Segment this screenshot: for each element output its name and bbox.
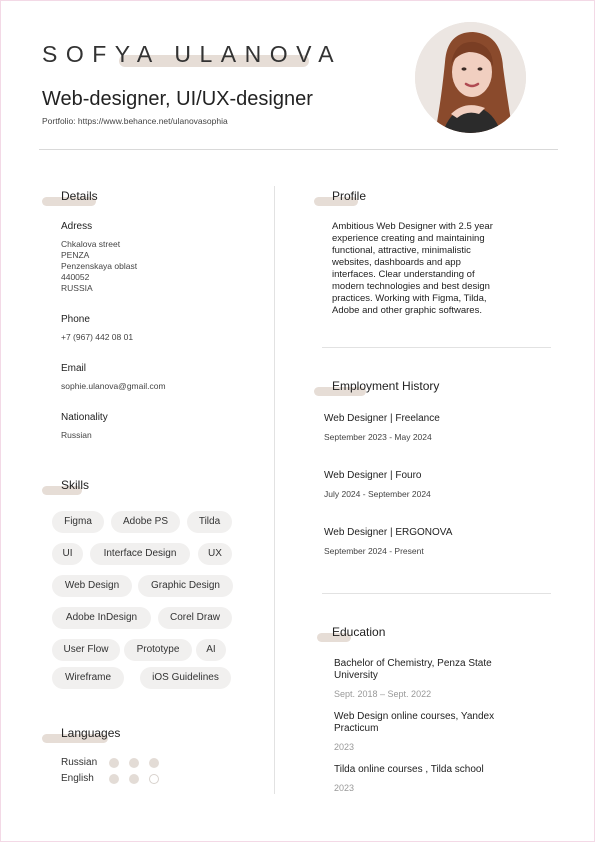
profile-heading: Profile	[332, 189, 367, 203]
education-dates: 2023	[334, 742, 355, 752]
section-divider	[322, 347, 551, 348]
skill-chip: Prototype	[124, 639, 192, 661]
email-value[interactable]: sophie.ulanova@gmail.com	[61, 381, 166, 391]
skill-chip: Adobe InDesign	[52, 607, 151, 629]
level-dot	[129, 758, 139, 768]
skills-heading: Skills	[61, 478, 90, 492]
languages-heading: Languages	[61, 726, 121, 740]
skill-chip: Corel Draw	[158, 607, 232, 629]
level-dot	[129, 774, 139, 784]
nationality-label: Nationality	[61, 412, 108, 423]
portfolio-link[interactable]: Portfolio: https://www.behance.net/ulanovasophia	[42, 116, 228, 126]
address-label: Adress	[61, 221, 93, 232]
education-title	[334, 658, 534, 682]
profile-line: modern technologies and best design	[332, 281, 490, 292]
skill-chip: iOS Guidelines	[140, 667, 231, 689]
level-dot	[149, 758, 159, 768]
employment-heading: Employment History	[332, 379, 440, 393]
skill-chip: Figma	[52, 511, 104, 533]
profile-line: practices. Working with Figma, Tilda,	[332, 293, 487, 304]
phone-value[interactable]: +7 (967) 442 08 01	[61, 332, 134, 342]
full-name: SOFYA ULANOVA	[42, 41, 343, 67]
job-title: Web Designer | ERGONOVA	[324, 527, 453, 538]
portrait-image	[415, 22, 526, 133]
address-line: Chkalova street	[61, 239, 121, 249]
section-divider	[322, 593, 551, 594]
job-role: Web-designer, UI/UX-designer	[42, 88, 313, 110]
email-label: Email	[61, 363, 87, 374]
header-divider	[39, 149, 558, 150]
address-line: PENZA	[61, 250, 90, 260]
job-title: Web Designer | Freelance	[324, 413, 440, 424]
skill-chip: Tilda	[187, 511, 232, 533]
column-divider	[274, 186, 275, 794]
profile-line: Ambitious Web Designer with 2.5 year	[332, 221, 493, 232]
education-dates: Sept. 2018 – Sept. 2022	[334, 689, 432, 699]
education-dates: 2023	[334, 783, 355, 793]
education-heading: Education	[332, 625, 386, 639]
profile-line: Adobe and other graphic softwares.	[332, 305, 482, 316]
address-line: RUSSIA	[61, 283, 93, 293]
level-dot	[109, 758, 119, 768]
address-line: Penzenskaya oblast	[61, 261, 138, 271]
job-dates: July 2024 - September 2024	[324, 489, 431, 499]
profile-line: experience creating and maintaining	[332, 233, 485, 244]
skill-chip: UI	[52, 543, 83, 565]
education-title	[334, 764, 534, 776]
skill-chip: Wireframe	[52, 667, 124, 689]
skill-chip: Graphic Design	[138, 575, 233, 597]
profile-summary	[332, 221, 532, 317]
skill-chip: Interface Design	[90, 543, 190, 565]
profile-photo	[415, 22, 526, 133]
skill-chip: Web Design	[52, 575, 132, 597]
level-dot	[109, 774, 119, 784]
level-dot	[149, 774, 159, 784]
address-line: 440052	[61, 272, 90, 282]
job-dates: September 2024 - Present	[324, 546, 424, 556]
language-name: English	[61, 773, 94, 784]
education-title-line: University	[334, 670, 378, 681]
skill-chip: User Flow	[52, 639, 120, 661]
job-dates: September 2023 - May 2024	[324, 432, 432, 442]
profile-line: interfaces. Clear understanding of	[332, 269, 475, 280]
profile-line: functional, attractive, minimalistic	[332, 245, 471, 256]
education-title	[334, 711, 534, 735]
skill-chip: UX	[198, 543, 232, 565]
skill-chip: Adobe PS	[111, 511, 180, 533]
education-title-line: Web Design online courses, Yandex	[334, 711, 495, 722]
details-heading: Details	[61, 189, 98, 203]
language-name: Russian	[61, 757, 98, 768]
education-title-line: Bachelor of Chemistry, Penza State	[334, 658, 492, 669]
education-title-line: Practicum	[334, 723, 379, 734]
education-title-line: Tilda online courses , Tilda school	[334, 764, 484, 775]
nationality-value: Russian	[61, 430, 92, 440]
profile-line: websites, dashboards and app	[332, 257, 461, 268]
skill-chip: AI	[196, 639, 226, 661]
job-title: Web Designer | Fouro	[324, 470, 422, 481]
phone-label: Phone	[61, 314, 90, 325]
